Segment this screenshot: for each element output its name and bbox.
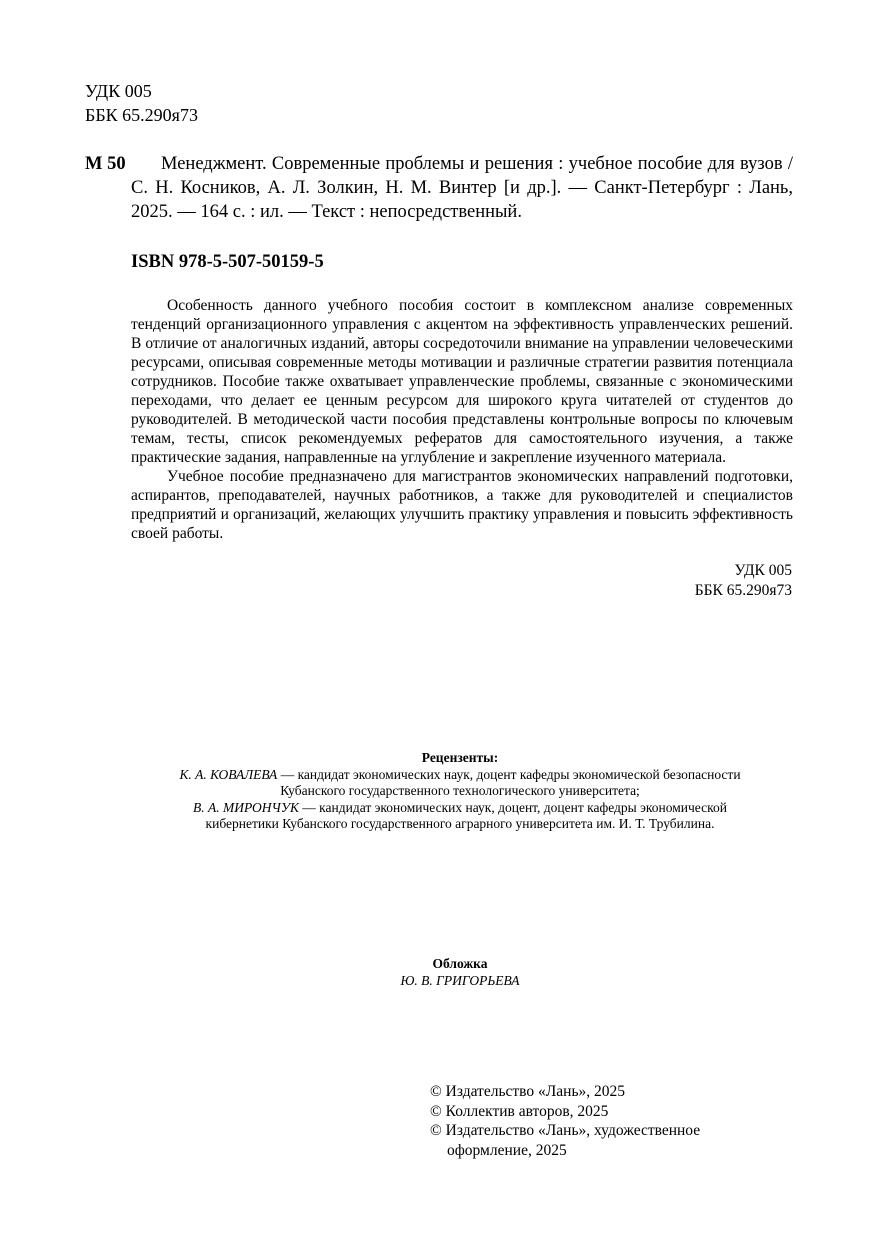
copyright-design-cont: оформление, 2025 (447, 1141, 567, 1159)
copyright-publisher: © Издательство «Лань», 2025 (430, 1083, 626, 1100)
reviewer-1-description: — кандидат экономических наук, доцент кафедры экономической безопасности Кубанского государственного технологического университета; (277, 766, 741, 798)
isbn: ISBN 978-5-507-50159-5 (131, 252, 324, 272)
reviewer-2 (175, 800, 745, 833)
copyright-authors: © Коллектив авторов, 2025 (430, 1102, 609, 1120)
copyright-block (430, 1082, 760, 1160)
abstract (131, 296, 793, 543)
author-mark: М 50 (85, 154, 126, 174)
udk-code: УДК 005 (85, 81, 152, 101)
bibliographic-entry (85, 152, 793, 224)
classification-block (85, 79, 198, 127)
reviewers-heading: Рецензенты: (421, 750, 499, 765)
bibliographic-description: Менеджмент. Современные проблемы и решения : учебное пособие для вузов / С. Н. Косников, А. Л. Золкин, Н. М. Винтер [и др.]. — Санкт-Петербург : Лань, 2025. — 164 с. : ил. — Текст : непосредственный. (131, 154, 793, 222)
reviewers-block (175, 750, 745, 833)
cover-credit (300, 956, 620, 989)
bbk-code-repeat: ББК 65.290я73 (694, 582, 792, 599)
copyright-design: © Издательство «Лань», художественное (430, 1122, 701, 1139)
abstract-paragraph-1: Особенность данного учебного пособия состоит в комплексном анализе современных тенденций организационного управления с акцентом на эффективность управленческих решений. В отличие от аналогичных изданий, авторы сосредоточили внимание на управлении человеческими ресурсами, описывая современные методы мотивации и различные стратегии развития потенциала сотрудников. Пособие также охватывает управленческие проблемы, связанные с экономическими переходами, что делает ее ценным ресурсом для широкого круга читателей от студентов до руководителей. В методической части пособия представлены контрольные вопросы по ключевым темам, тесты, список рекомендуемых рефератов для самостоятельного изучения, а также практические задания, направленные на углубление и закрепление изученного материала. (131, 297, 793, 466)
reviewer-1-name: К. А. КОВАЛЕВА (179, 766, 278, 782)
reviewer-2-description: — кандидат экономических наук, доцент, доцент кафедры экономической кибернетики Кубанского государственного аграрного университета им. И. Т. Трубилина. (205, 799, 727, 831)
abstract-paragraph-2: Учебное пособие предназначено для магистрантов экономических направлений подготовки, аспирантов, преподавателей, научных работников, а также для руководителей и специалистов предприятий и организаций, желающих улучшить практику управления и повысить эффективность своей работы. (131, 468, 793, 542)
bbk-code: ББК 65.290я73 (85, 105, 198, 125)
reviewer-2-name: В. А. МИРОНЧУК (193, 799, 299, 815)
udk-code-repeat: УДК 005 (734, 562, 792, 579)
classification-block-repeat (695, 561, 792, 601)
cover-heading: Обложка (432, 956, 488, 971)
cover-designer: Ю. В. ГРИГОРЬЕВА (400, 972, 520, 988)
reviewer-1 (175, 767, 745, 800)
